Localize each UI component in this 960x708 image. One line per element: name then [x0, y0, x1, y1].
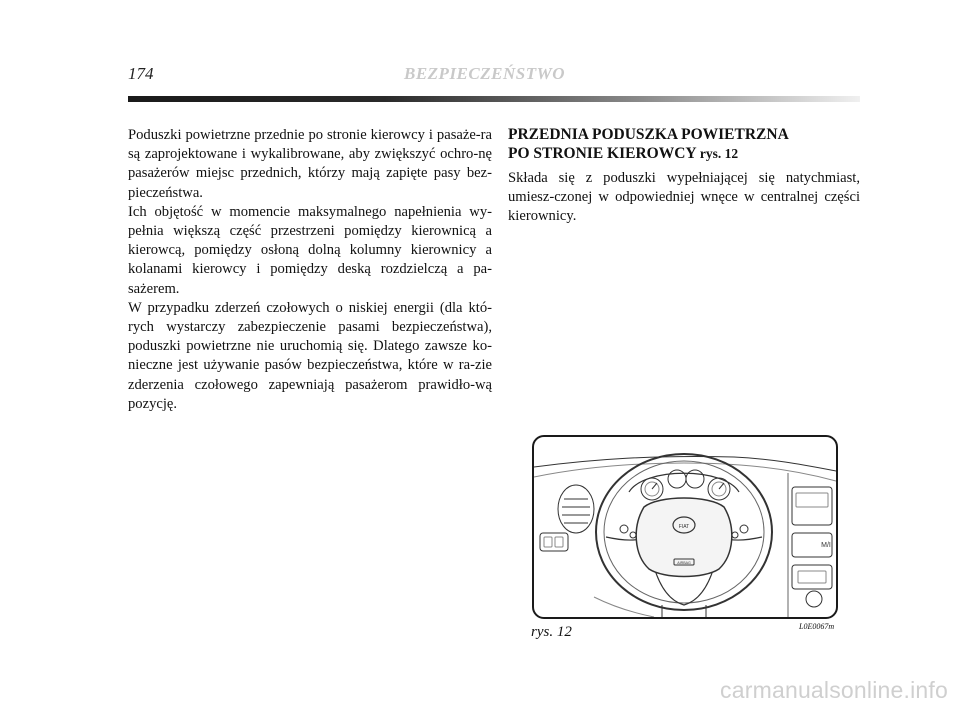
- heading-line-2: PO STRONIE KIEROWCY: [508, 144, 697, 162]
- header-rule: [128, 96, 860, 102]
- watermark: carmanualsonline.info: [720, 677, 948, 703]
- paragraph: Ich objętość w momencie maksymalnego napełnienia wy-pełnia większą część przestrzeni pomiędzy kierownicą a kierowcą, pomiędzy osłoną dolną kolumny kierownicy a kolanami kierowcy i pomiędzy deską rozdzielczą a pa-sażerem.: [128, 203, 492, 297]
- console-badge-text: M/I: [821, 542, 831, 549]
- section-title: BEZPIECZEŃSTWO: [404, 64, 565, 83]
- hub-badge-text: FIAT: [678, 524, 690, 530]
- figure-frame: [532, 435, 838, 619]
- figure-code: L0E0067m: [799, 622, 835, 631]
- steering-wheel-illustration: [534, 437, 836, 617]
- airbag-description: Składa się z poduszki wypełniającej się natychmiast, umiesz-czonej w odpowiedniej wnęce w centralnej części kierownicy.: [508, 170, 860, 225]
- right-column: [508, 126, 860, 227]
- left-column: [128, 126, 492, 414]
- heading-line-1: PRZEDNIA PODUSZKA POWIETRZNA: [508, 126, 789, 143]
- heading-figure-ref: rys. 12: [699, 145, 739, 161]
- airbag-label-text: AIRBAG: [677, 561, 691, 565]
- page-number: 174: [128, 64, 154, 83]
- paragraph: Poduszki powietrzne przednie po stronie kierowcy i pasaże-ra są zaprojektowane i wykalibrowane, aby zwiększyć ochro-nę pasażerów miejsc przednich, którzy mają zapięte pasy bez-pieczeństwa.: [128, 127, 492, 201]
- figure-caption: rys. 12: [531, 624, 572, 640]
- subsection-heading: [508, 126, 860, 163]
- paragraph: W przypadku zderzeń czołowych o niskiej energii (dla któ-rych wystarczy zabezpieczenie pasami bezpieczeństwa), poduszki powietrzne nie uruchomią się. Dlatego zawsze ko-nieczne jest używanie pasów bezpieczeństwa, które w ra-zie zderzenia czołowego zapewniają pasażerom prawidło-wą pozycję.: [128, 299, 492, 412]
